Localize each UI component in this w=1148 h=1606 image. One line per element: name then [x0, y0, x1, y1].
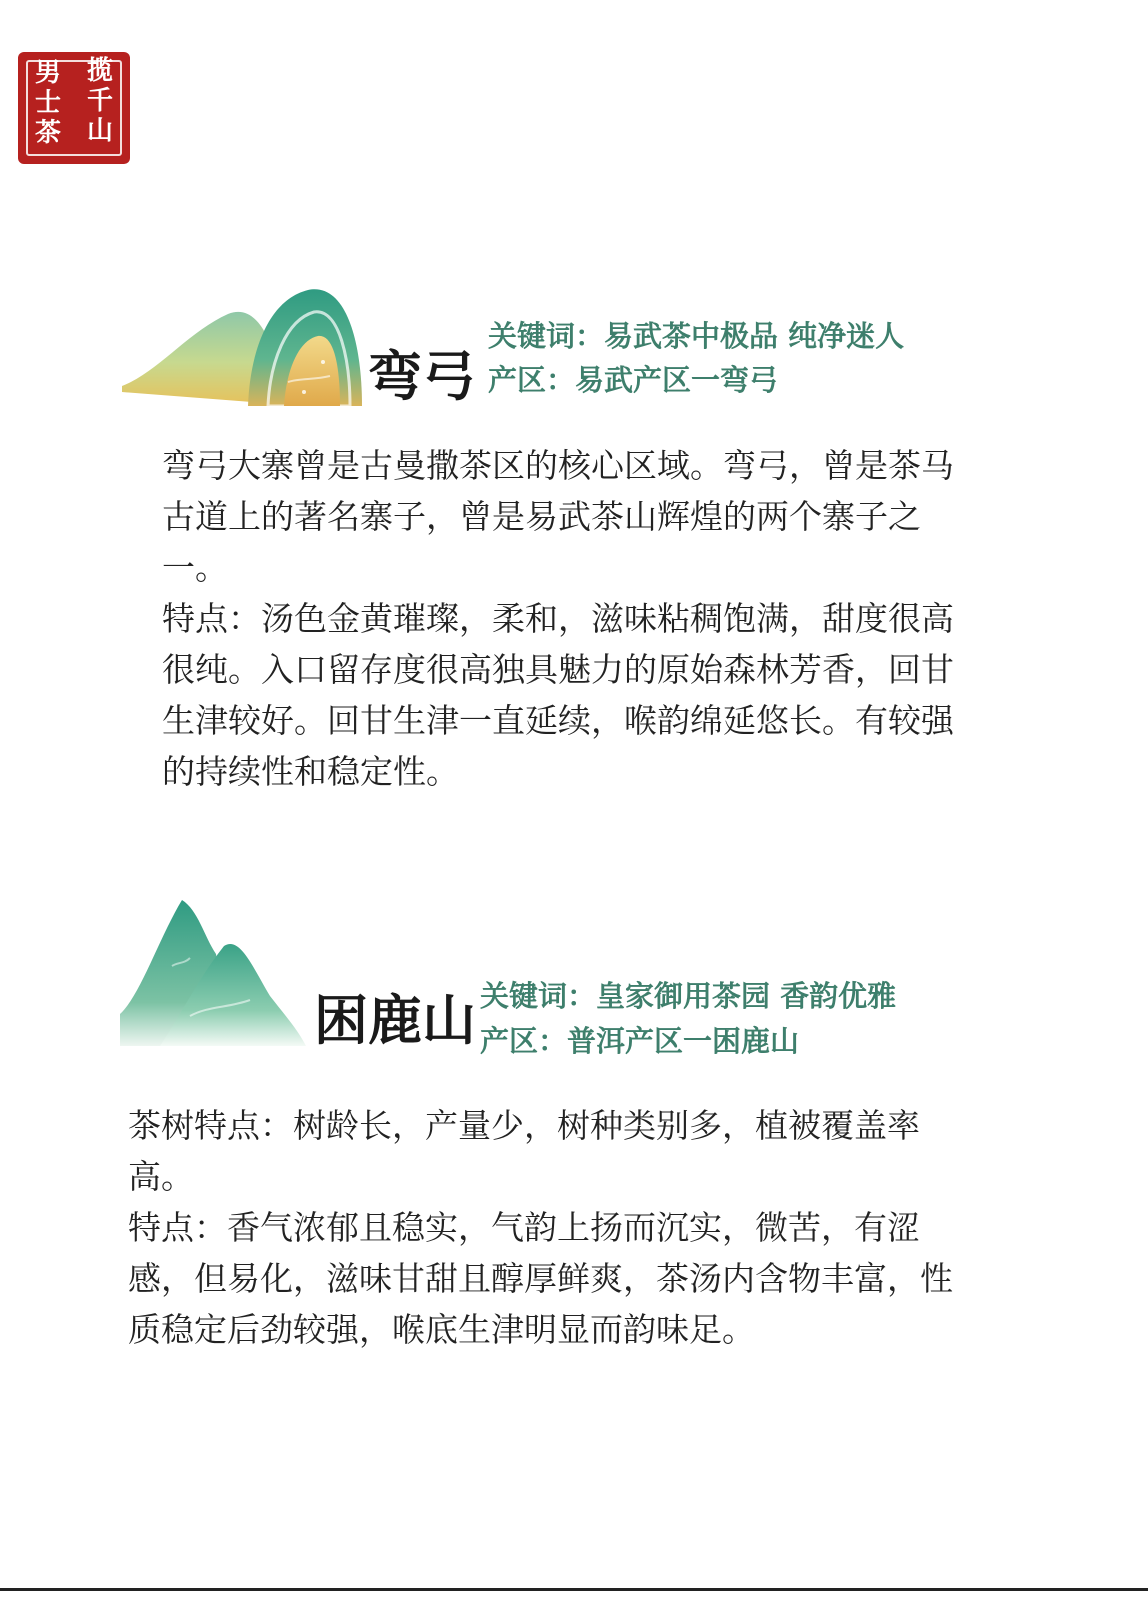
seal-char: 士	[34, 88, 61, 118]
seal-char: 千	[86, 86, 113, 116]
paragraph: 茶树特点：树龄长，产量少，树种类别多，植被覆盖率高。	[128, 1106, 920, 1196]
paragraph: 特点：香气浓郁且稳实，气韵上扬而沉实，微苦，有涩感，但易化，滋味甘甜且醇厚鲜爽，茶汤内含物丰富，性质稳定后劲较强，喉底生津明显而韵味足。	[128, 1208, 953, 1349]
section-origin-wangong: 产区：易武产区一弯弓	[488, 363, 779, 397]
paragraph: 弯弓大寨曾是古曼撒茶区的核心区域。弯弓，曾是茶马古道上的著名寨子，曾是易武茶山辉煌的两个寨子之一。	[162, 446, 954, 587]
seal-char: 男	[34, 58, 61, 88]
mountain-illustration-1	[118, 282, 368, 414]
paragraph: 特点：汤色金黄璀璨，柔和，滋味粘稠饱满，甜度很高很纯。入口留存度很高独具魅力的原始森林芳香，回甘生津较好。回甘生津一直延续，喉韵绵延悠长。有较强的持续性和稳定性。	[162, 599, 954, 791]
section-body-kunlushan	[128, 1100, 958, 1355]
bottom-divider	[0, 1588, 1148, 1591]
section-origin-kunlushan: 产区：普洱产区一困鹿山	[480, 1024, 800, 1058]
seal-char: 山	[86, 116, 113, 146]
section-keywords-kunlushan: 关键词：皇家御用茶园 香韵优雅	[480, 979, 897, 1013]
section-title-kunlushan: 困鹿山	[314, 988, 476, 1052]
seal-char: 揽	[86, 56, 113, 86]
mountain-illustration-2	[120, 896, 310, 1048]
seal-column-right	[80, 56, 120, 146]
section-keywords-wangong: 关键词：易武茶中极品 纯净迷人	[488, 319, 905, 353]
section-body-wangong	[162, 440, 954, 797]
seal-char: 茶	[34, 118, 61, 148]
section-title-wangong: 弯弓	[368, 344, 476, 408]
seal-logo	[18, 52, 130, 164]
seal-column-left	[28, 58, 68, 148]
